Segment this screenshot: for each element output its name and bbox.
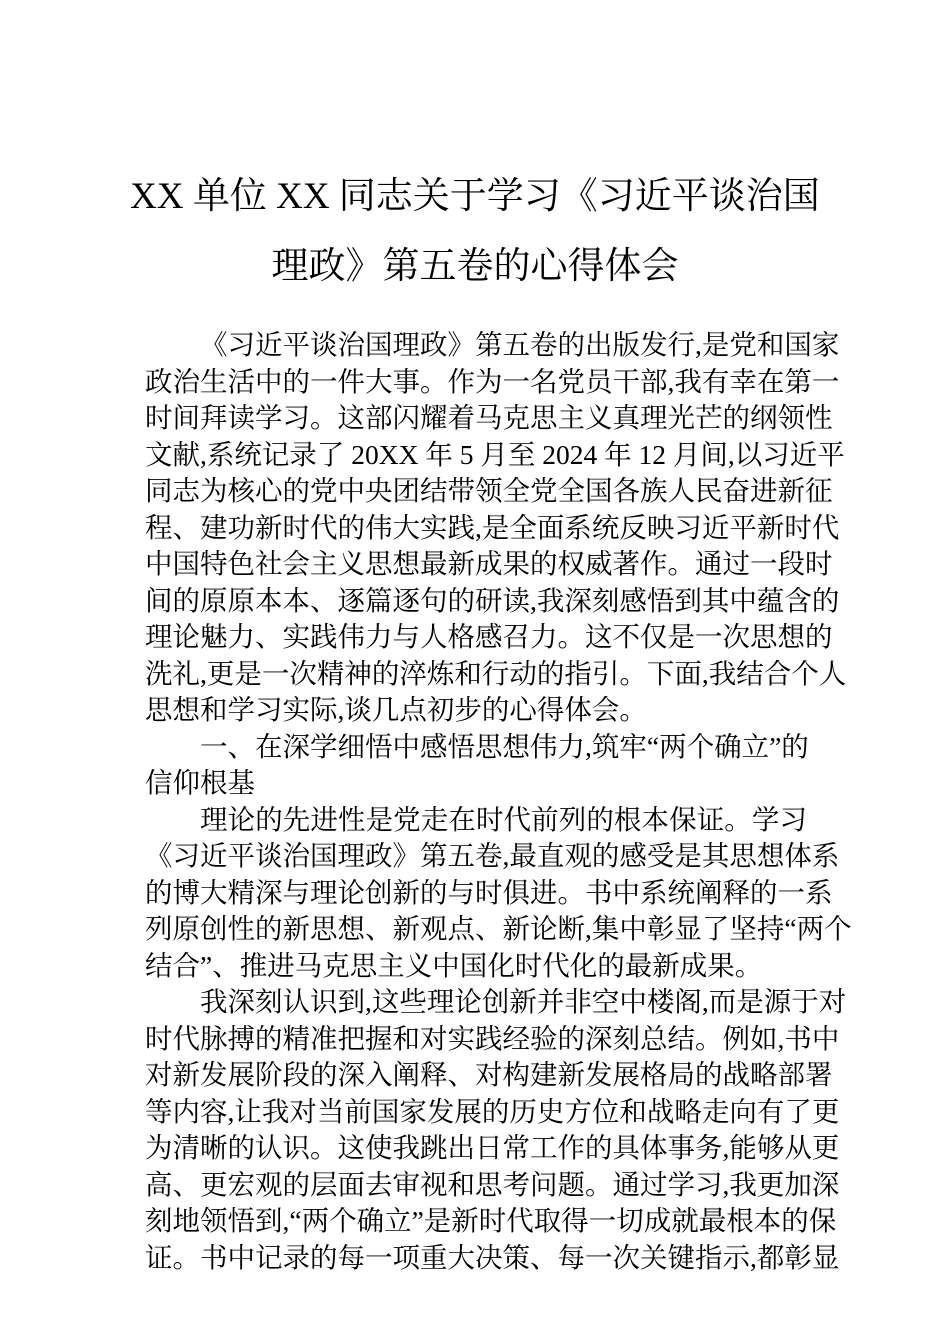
text-line: 理论的先进性是党走在时代前列的根本保证。学习 xyxy=(200,803,807,835)
text-line: 证。书中记录的每一项重大决策、每一次关键指示,都彰显 xyxy=(145,1241,840,1273)
text-line: 文献,系统记录了 20XX 年 5 月至 2024 年 12 月间,以习近平 xyxy=(145,438,845,470)
text-line: 高、更宏观的层面去审视和思考问题。通过学习,我更加深 xyxy=(145,1168,840,1200)
text-line: 等内容,让我对当前国家发展的历史方位和战略走向有了更 xyxy=(145,1095,840,1127)
text-line: 政治生活中的一件大事。作为一名党员干部,我有幸在第一 xyxy=(145,365,840,397)
text-line: 中国特色社会主义思想最新成果的权威著作。通过一段时 xyxy=(145,548,833,579)
title-line-2: 理政》第五卷的心得体会 xyxy=(271,246,679,287)
text-line: 间的原原本本、逐篇逐句的研读,我深刻感悟到其中蕴含的 xyxy=(145,584,840,616)
text-line: 的博大精深与理论创新的与时俱进。书中系统阐释的一系 xyxy=(145,876,833,908)
text-line: 时代脉搏的精准把握和对实践经验的深刻总结。例如,书中 xyxy=(145,1022,840,1054)
text-line: 《习近平谈治国理政》第五卷的出版发行,是党和国家 xyxy=(200,329,840,360)
text-line: 《习近平谈治国理政》第五卷,最直观的感受是其思想体系 xyxy=(145,840,840,871)
text-line: 理论魅力、实践伟力与人格感召力。这不仅是一次思想的 xyxy=(145,621,833,652)
title-line-1: XX 单位 XX 同志关于学习《习近平谈治国 xyxy=(130,176,820,217)
text-line: 程、建功新时代的伟大实践,是全面系统反映习近平新时代 xyxy=(145,511,840,543)
text-line: 洗礼,更是一次精神的淬炼和行动的指引。下面,我结合个人 xyxy=(145,657,847,689)
paragraph xyxy=(145,802,852,985)
paragraph xyxy=(145,984,847,1276)
text-line: 我深刻认识到,这些理论创新并非空中楼阁,而是源于对 xyxy=(200,986,847,1017)
document-title xyxy=(100,162,850,302)
text-line: 同志为核心的党中央团结带领全党全国各族人民奋进新征 xyxy=(145,475,833,506)
text-line: 对新发展阶段的深入阐释、对构建新发展格局的战略部署 xyxy=(145,1059,833,1090)
text-line: 思想和学习实际,谈几点初步的心得体会。 xyxy=(145,694,647,725)
text-line: 刻地领悟到,“两个确立”是新时代取得一切成就最根本的保 xyxy=(145,1205,837,1236)
text-line: 列原创性的新思想、新观点、新论断,集中彰显了坚持“两个 xyxy=(145,913,852,944)
text-line: 结合”、推进马克思主义中国化时代化的最新成果。 xyxy=(145,949,763,981)
text-line: 为清晰的认识。这使我跳出日常工作的具体事务,能够从更 xyxy=(145,1132,840,1163)
paragraph xyxy=(145,327,847,729)
document-body xyxy=(145,327,852,1276)
text-line: 一、在深学细悟中感悟思想伟力,筑牢“两个确立”的 xyxy=(200,730,809,762)
text-line: 信仰根基 xyxy=(145,767,255,798)
section-heading xyxy=(145,729,807,802)
text-line: 时间拜读学习。这部闪耀着马克思主义真理光芒的纲领性 xyxy=(145,402,833,433)
